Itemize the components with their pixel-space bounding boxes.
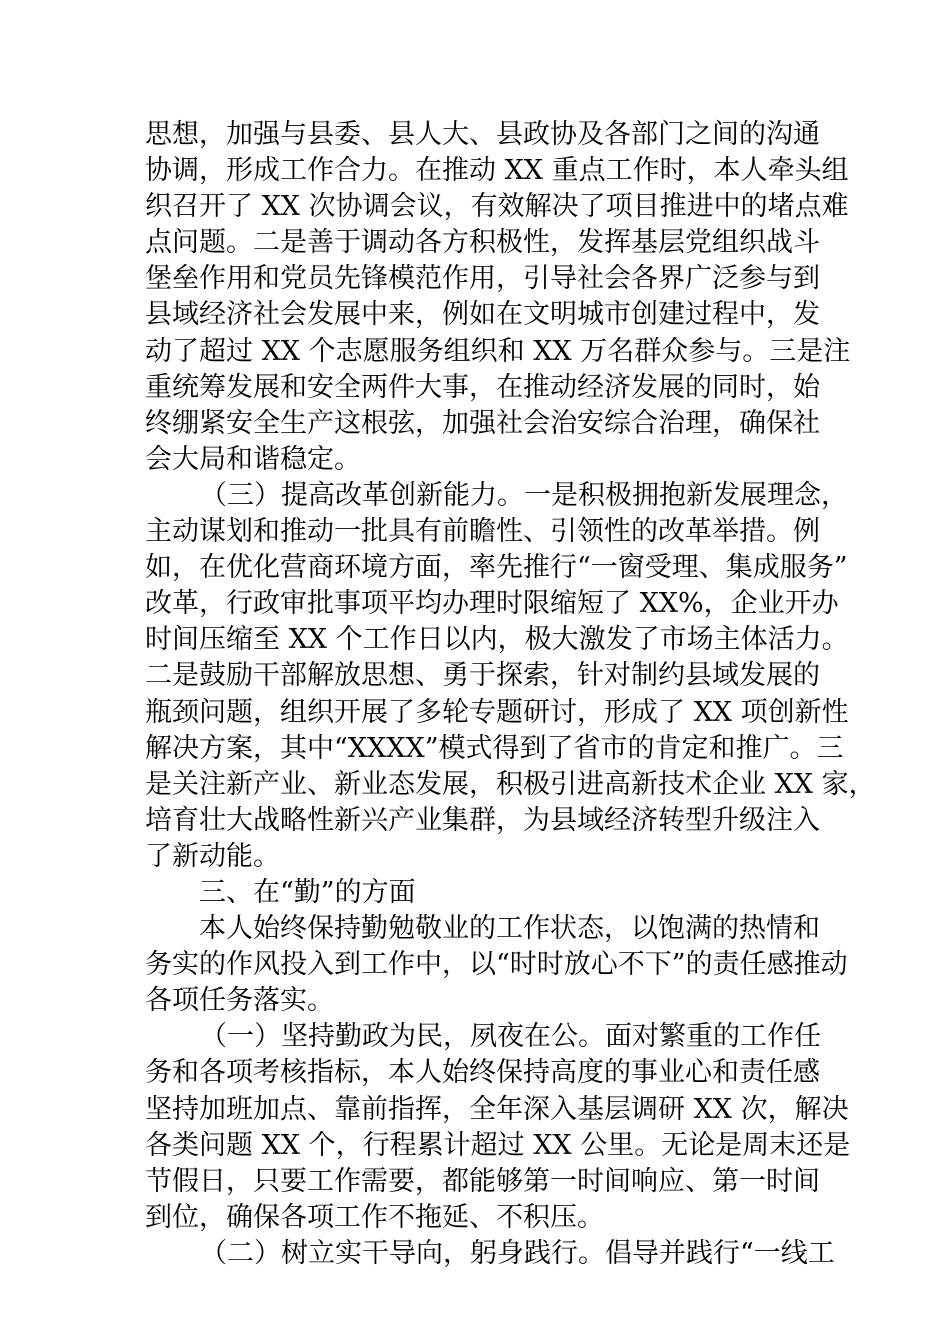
text-line: 解决方案，其中“XXXX”模式得到了省市的肯定和推广。三 xyxy=(145,732,844,764)
text-line: 了新动能。 xyxy=(145,840,280,872)
text-line: 点问题。二是善于调动各方积极性，发挥基层党组织战斗 xyxy=(145,227,820,259)
text-line: 各项任务落实。 xyxy=(145,985,334,1017)
text-line: 培育壮大战略性新兴产业集群，为县域经济转型升级注入 xyxy=(145,804,820,836)
text-line: 到位，确保各项工作不拖延、不积压。 xyxy=(145,1201,604,1233)
section-heading-1: （一）坚持勤政为民，夙夜在公。面对繁重的工作任 xyxy=(200,1021,821,1053)
text-line: 如，在优化营商环境方面，率先推行“一窗受理、集成服务” xyxy=(145,552,848,584)
text-line: 各类问题 XX 个，行程累计超过 XX 公里。无论是周末还是 xyxy=(145,1129,851,1161)
section-heading-3: （三）提高改革创新能力。一是积极拥抱新发展理念， xyxy=(200,479,848,511)
text-line: 协调，形成工作合力。在推动 XX 重点工作时，本人牵头组 xyxy=(145,155,849,187)
section-heading-2: （二）树立实干导向，躬身践行。倡导并践行“一线工 xyxy=(200,1237,835,1269)
text-line: 思想，加强与县委、县人大、县政协及各部门之间的沟通 xyxy=(145,119,820,150)
text-line: 主动谋划和推动一批具有前瞻性、引领性的改革举措。例 xyxy=(145,516,820,548)
paragraph-start: 本人始终保持勤勉敬业的工作状态，以饱满的热情和 xyxy=(199,913,820,945)
text-line: 时间压缩至 XX 个工作日以内，极大激发了市场主体活力。 xyxy=(145,624,849,656)
chapter-heading: 三、在“勤”的方面 xyxy=(199,876,416,908)
text-line: 坚持加班加点、靠前指挥，全年深入基层调研 XX 次，解决 xyxy=(145,1093,849,1125)
text-line: 重统筹发展和安全两件大事，在推动经济发展的同时，始 xyxy=(145,371,820,403)
text-line: 会大局和谐稳定。 xyxy=(145,443,361,475)
text-line: 节假日，只要工作需要，都能够第一时间响应、第一时间 xyxy=(145,1165,820,1197)
text-line: 瓶颈问题，组织开展了多轮专题研讨，形成了 XX 项创新性 xyxy=(145,696,849,728)
text-line: 务实的作风投入到工作中，以“时时放心不下”的责任感推动 xyxy=(145,949,848,981)
text-line: 终绷紧安全生产这根弦，加强社会治安综合治理，确保社 xyxy=(145,407,820,439)
text-line: 务和各项考核指标，本人始终保持高度的事业心和责任感 xyxy=(145,1057,820,1089)
text-line: 是关注新产业、新业态发展，积极引进高新技术企业 XX 家， xyxy=(145,768,876,800)
text-line: 堡垒作用和党员先锋模范作用，引导社会各界广泛参与到 xyxy=(145,263,820,295)
text-line: 改革，行政审批事项平均办理时限缩短了 XX%，企业开办 xyxy=(145,588,839,620)
text-line: 县域经济社会发展中来，例如在文明城市创建过程中，发 xyxy=(145,299,820,331)
body-text xyxy=(145,117,876,1272)
text-line: 二是鼓励干部解放思想、勇于探索，针对制约县域发展的 xyxy=(145,660,820,692)
text-line: 织召开了 XX 次协调会议，有效解决了项目推进中的堵点难 xyxy=(145,191,849,223)
text-line: 动了超过 XX 个志愿服务组织和 XX 万名群众参与。三是注 xyxy=(145,335,851,367)
